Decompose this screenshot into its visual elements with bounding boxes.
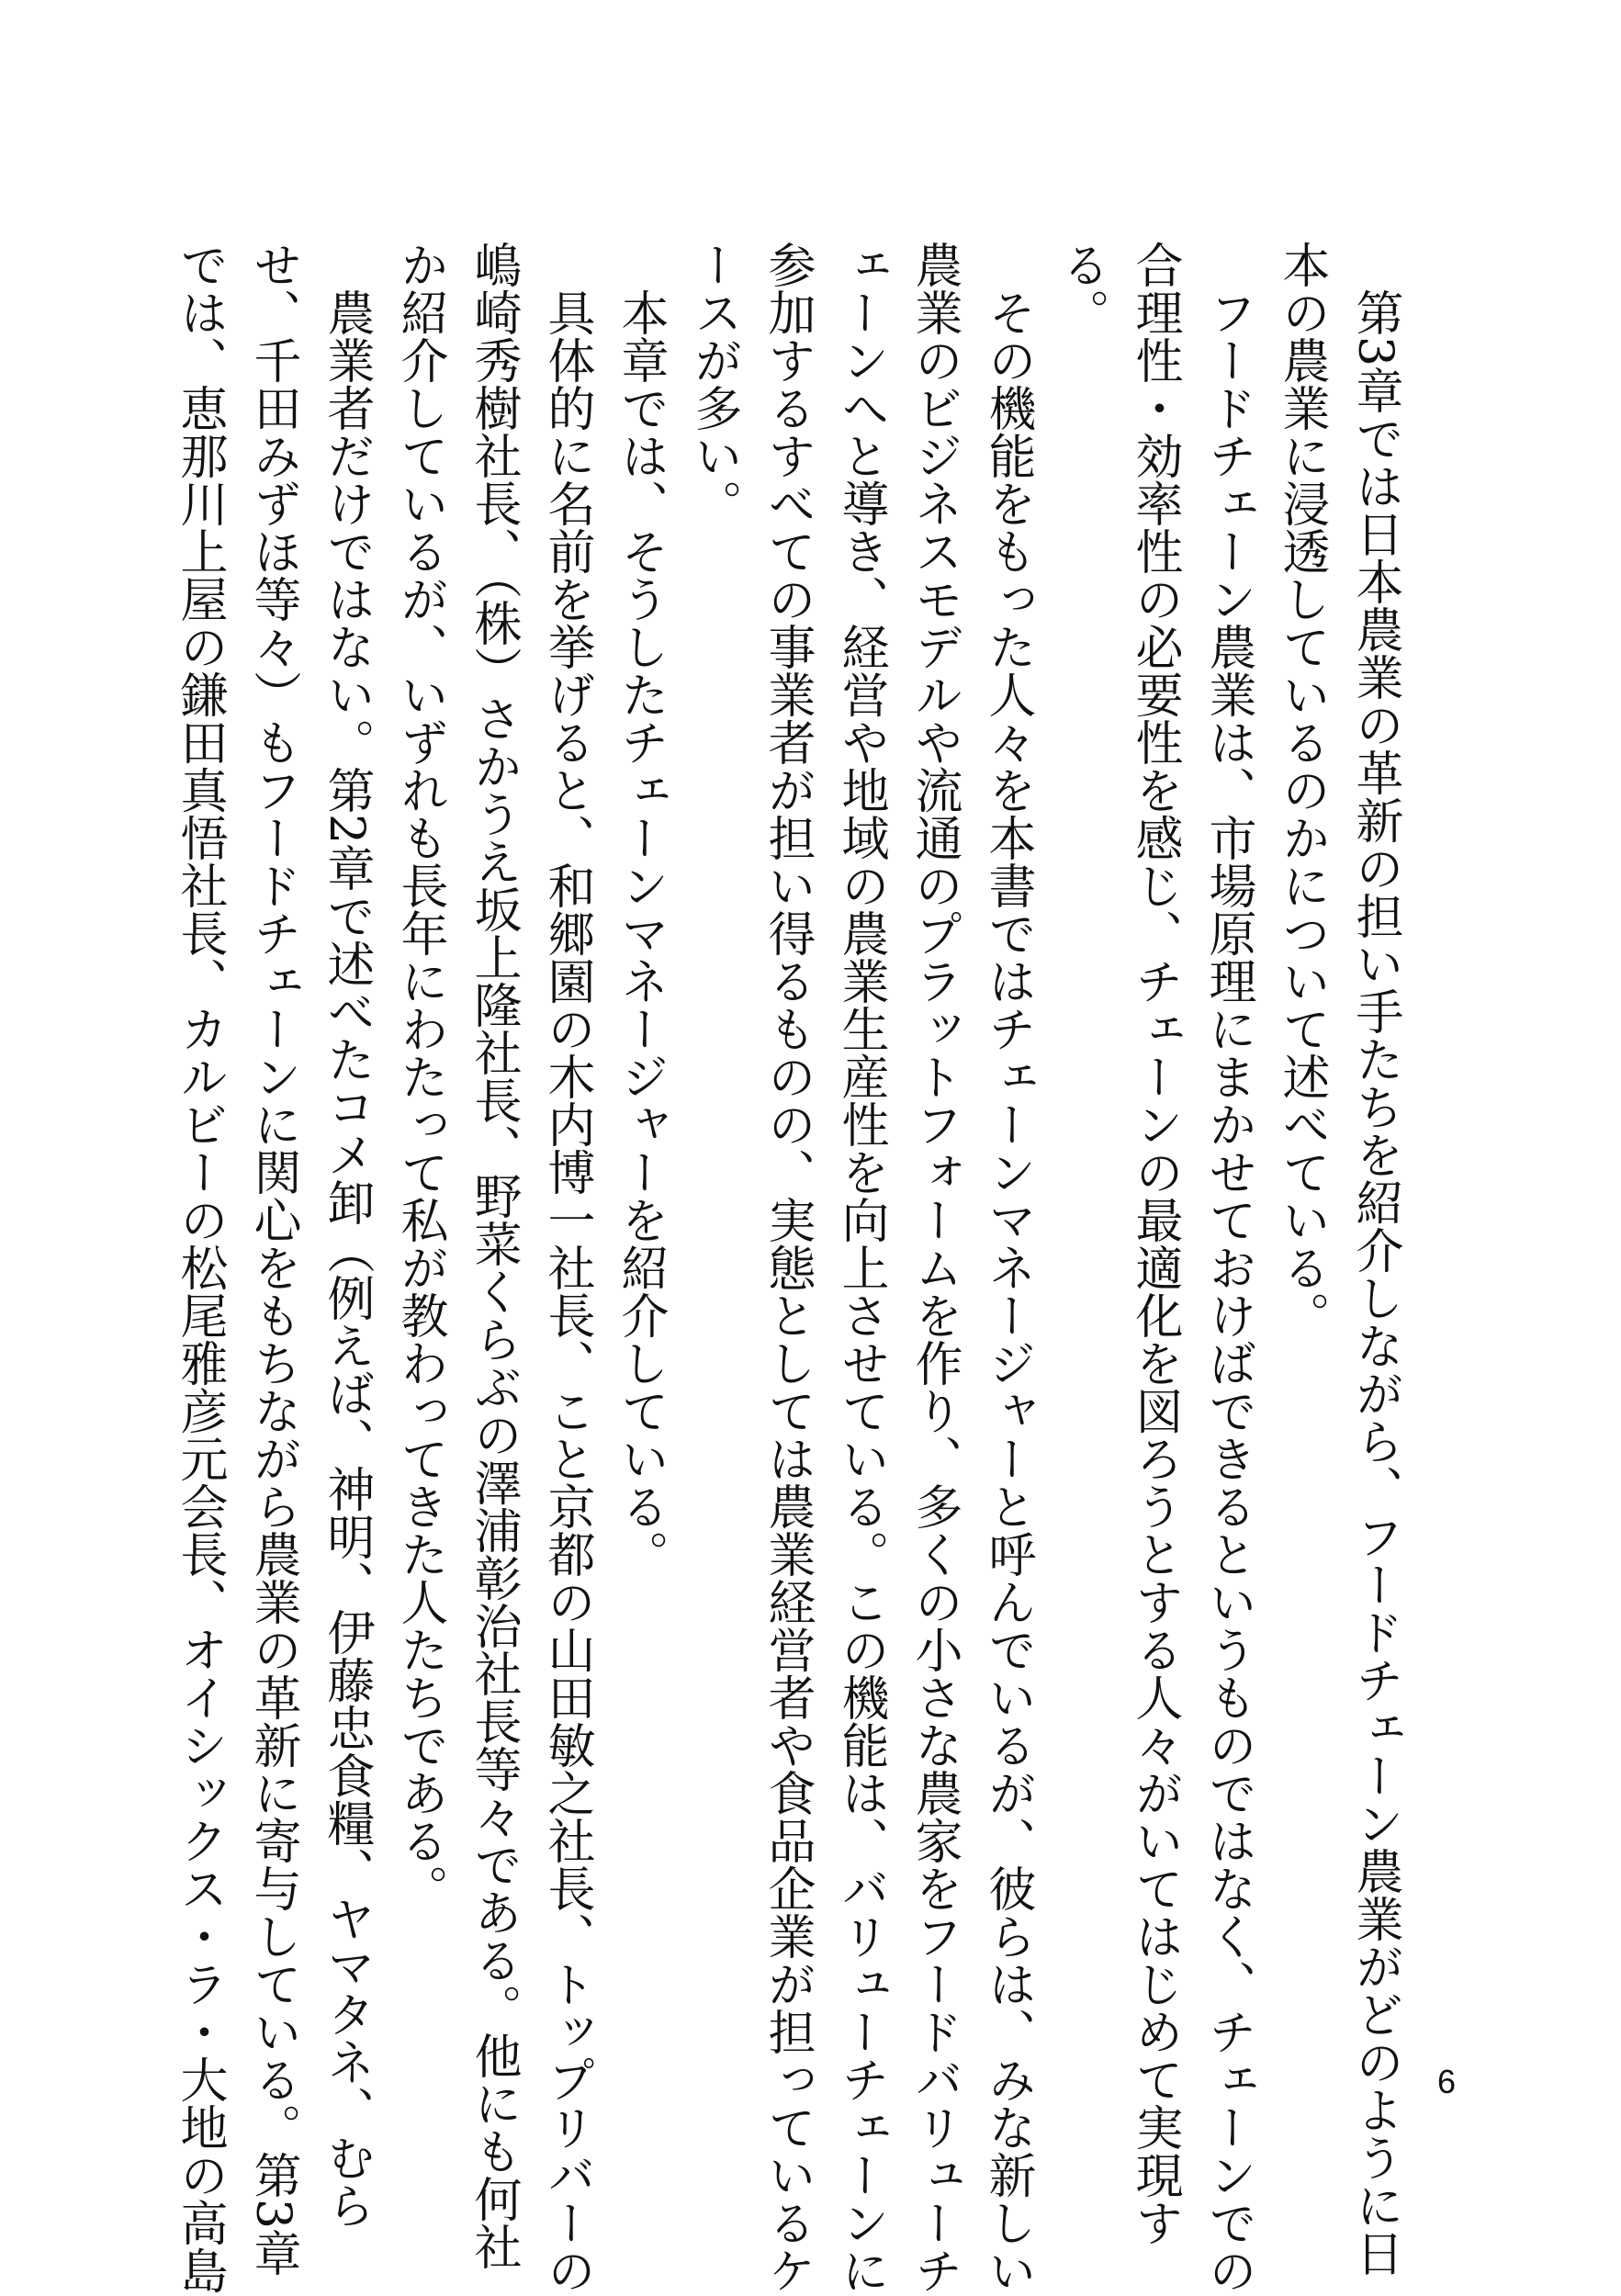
page-number: 6 [1436, 2063, 1456, 2100]
text-column: か紹介しているが、いずれも長年にわたって私が教わってきた人たちである。 [392, 241, 447, 1912]
vertical-text-body [172, 241, 1412, 2294]
text-column: ースが多い。 [686, 241, 741, 527]
text-column: 農業者だけではない。第2章で述べたコメ卸（例えば、神明、伊藤忠食糧、ヤマタネ、むら [319, 241, 374, 2230]
text-column: 第3章では日本農業の革新の担い手たちを紹介しながら、フードチェーン農業がどのように日 [1347, 241, 1402, 2278]
text-column: 参加するすべての事業者が担い得るものの、実態としては農業経営者や食品企業が担っているケ [760, 241, 815, 2294]
text-column: 本の農業に浸透しているのかについて述べている。 [1274, 241, 1329, 1339]
text-column: では、恵那川上屋の鎌田真悟社長、カルビーの松尾雅彦元会長、オイシックス・ラ・大地の高島 [172, 241, 227, 2294]
text-column: ェーンへと導き、経営や地域の農業生産性を向上させている。この機能は、バリューチェーンに [833, 241, 888, 2294]
text-column: 本章では、そうしたチェーンマネージャーを紹介している。 [613, 241, 668, 1578]
text-column: その機能をもった人々を本書ではチェーンマネージャーと呼んでいるが、彼らは、みな新しい [980, 241, 1035, 2294]
text-column: 嶋崎秀樹社長、（株）さかうえ坂上隆社長、野菜くらぶの澤浦彰治社長等々である。他にも何社 [466, 241, 521, 2270]
text-column: 合理性・効率性の必要性を感じ、チェーンの最適化を図ろうとする人々がいてはじめて実現す [1127, 241, 1182, 2246]
text-column: 農業のビジネスモデルや流通のプラットフォームを作り、多くの小さな農家をフードバリューチ [906, 241, 962, 2294]
text-column: 具体的に名前を挙げると、和郷園の木内博一社長、こと京都の山田敏之社長、トップリバーの [539, 241, 594, 2294]
text-column: る。 [1053, 241, 1109, 336]
text-column: フードチェーン農業は、市場原理にまかせておけばできるというものではなく、チェーンでの [1200, 241, 1255, 2294]
text-column: せ、千田みずほ等々）もフードチェーンに関心をもちながら農業の革新に寄与している。第3章 [245, 241, 300, 2278]
